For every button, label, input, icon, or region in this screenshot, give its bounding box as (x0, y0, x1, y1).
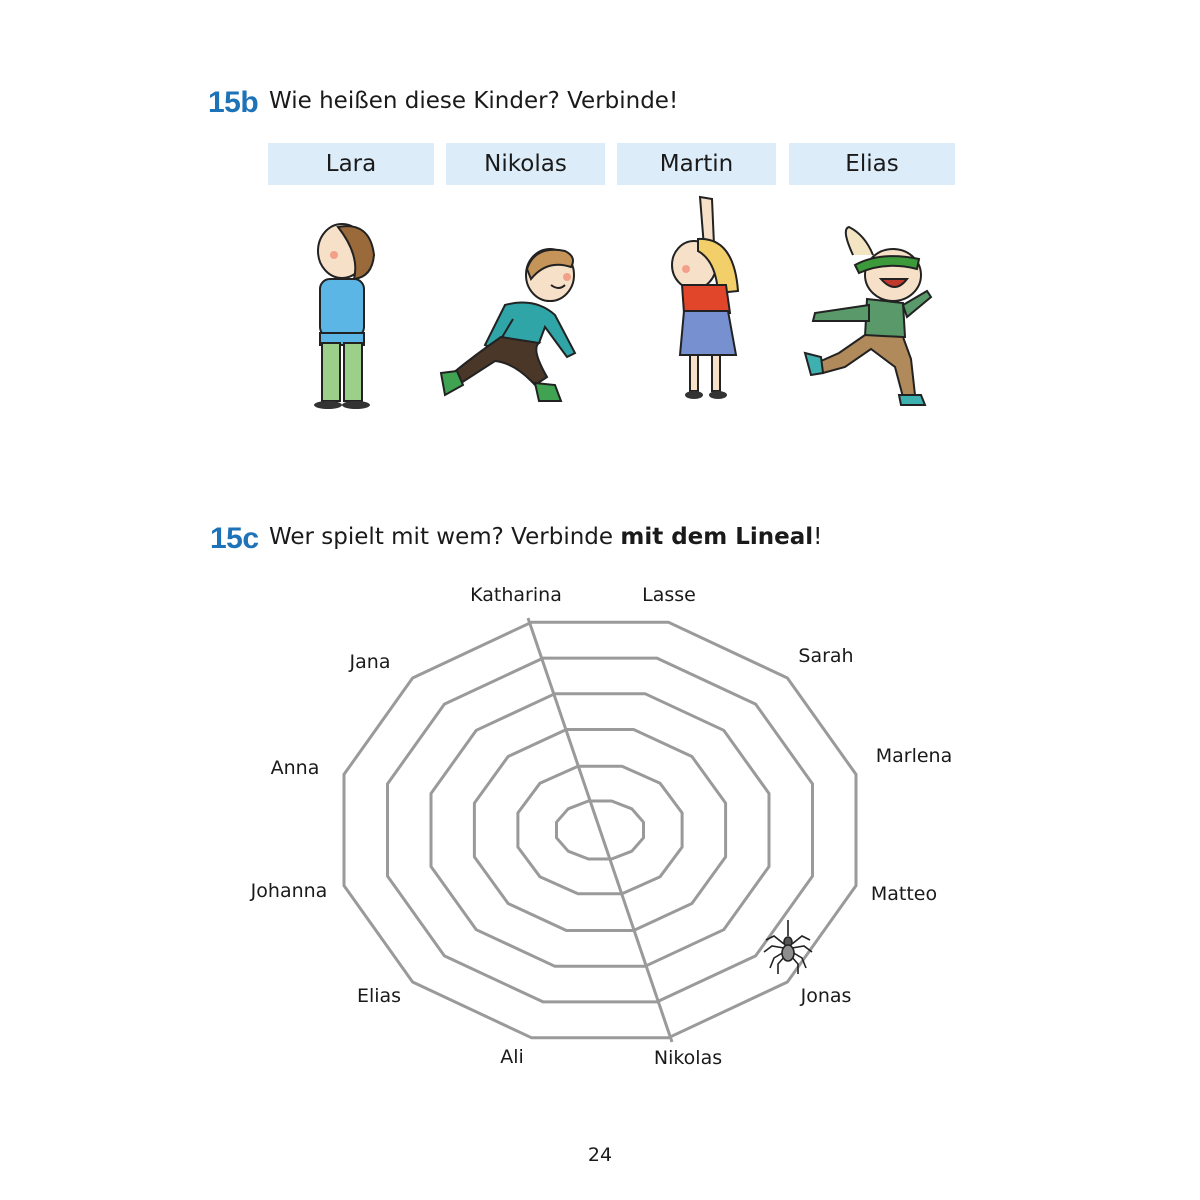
spider-icon (764, 920, 812, 974)
web-label-katharina: Katharina (470, 584, 562, 606)
page-number: 24 (587, 1144, 613, 1166)
name-box-martin: Martin (617, 143, 776, 185)
web-label-ali: Ali (500, 1046, 524, 1068)
web-label-sarah: Sarah (798, 645, 854, 667)
web-label-johanna: Johanna (250, 880, 328, 902)
exercise-15c-number: 15c (210, 522, 259, 555)
web-label-jonas: Jonas (800, 985, 852, 1007)
web-label-matteo: Matteo (870, 883, 938, 905)
web-label-anna: Anna (270, 757, 320, 779)
exercise-15b-number: 15b (208, 86, 259, 119)
web-label-nikolas: Nikolas (653, 1047, 723, 1069)
web-label-lasse: Lasse (642, 584, 696, 606)
web-label-marlena: Marlena (875, 745, 953, 767)
instruction-end: ! (813, 524, 823, 550)
web-label-jana: Jana (349, 651, 391, 673)
exercise-15b-instruction: Wie heißen diese Kinder? Verbinde! (269, 88, 679, 114)
name-box-nikolas: Nikolas (446, 143, 605, 185)
name-box-lara: Lara (268, 143, 434, 185)
name-box-elias: Elias (789, 143, 955, 185)
instruction-bold-text: mit dem Lineal (620, 524, 814, 550)
instruction-text: Wer spielt mit wem? Verbinde (269, 524, 621, 550)
web-center-line (528, 618, 672, 1042)
web-label-elias: Elias (356, 985, 402, 1007)
